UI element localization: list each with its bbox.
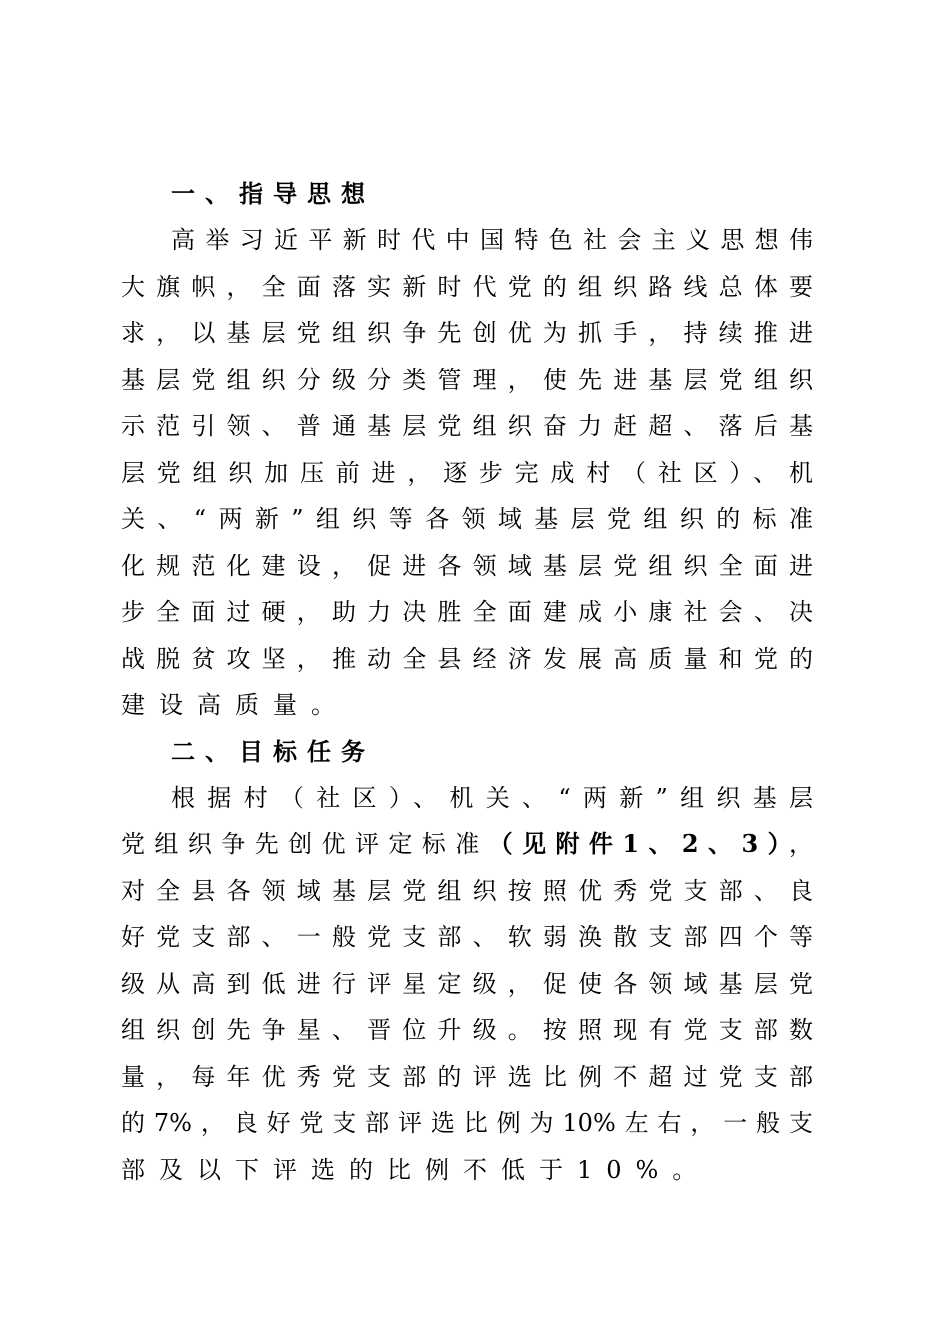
attachment-reference: （见附件1、2、3） [488, 829, 789, 858]
text-line: 组织创先争星、晋位升级。按照现有党支部数 [121, 1016, 813, 1044]
text-line: 对全县各领域基层党组织按照优秀党支部、良 [121, 876, 813, 905]
document-body [121, 171, 813, 1193]
text-line: 步全面过硬，助力决胜全面建成小康社会、决 [121, 598, 813, 626]
text-line: 基层党组织分级分类管理，使先进基层党组织 [121, 365, 813, 394]
text-line: 高举习近平新时代中国特色社会主义思想伟 [171, 226, 813, 254]
text-line: 好党支部、一般党支部、软弱涣散支部四个等 [121, 923, 813, 951]
section-heading-goals-tasks: 二、目标任务 [171, 737, 375, 766]
text-line: 化规范化建设，促进各领域基层党组织全面进 [121, 551, 813, 580]
text-line: 层党组织加压前进，逐步完成村（社区）、机 [121, 458, 813, 487]
text-line: 大旗帜，全面落实新时代党的组织路线总体要 [121, 272, 813, 301]
text-segment: ， [789, 830, 813, 858]
text-line: 建设高质量。 [121, 691, 349, 719]
paragraph-goals-tasks [121, 775, 813, 1194]
section-heading-guiding-ideology: 一、指导思想 [171, 180, 375, 208]
paragraph-guiding-ideology [121, 217, 813, 729]
text-line: 量，每年优秀党支部的评选比例不超过党支部 [121, 1062, 813, 1091]
text-line: 求，以基层党组织争先创优为抓手，持续推进 [121, 319, 813, 347]
text-line: 示范引领、普通基层党组织奋力赶超、落后基 [121, 412, 813, 440]
text-line-with-attachment-ref [121, 821, 813, 868]
text-line: 战脱贫攻坚，推动全县经济发展高质量和党的 [121, 644, 813, 673]
text-line: 关、“两新”组织等各领域基层党组织的标准 [121, 505, 813, 533]
text-line: 部及以下评选的比例不低于10%。 [121, 1155, 711, 1184]
text-line: 的7%，良好党支部评选比例为10%左右，一般支 [121, 1109, 813, 1137]
text-segment: 党组织争先创优评定标准 [121, 830, 489, 858]
text-line: 级从高到低进行评星定级，促使各领域基层党 [121, 969, 813, 998]
text-line: 根据村（社区）、机关、“两新”组织基层 [171, 783, 813, 812]
